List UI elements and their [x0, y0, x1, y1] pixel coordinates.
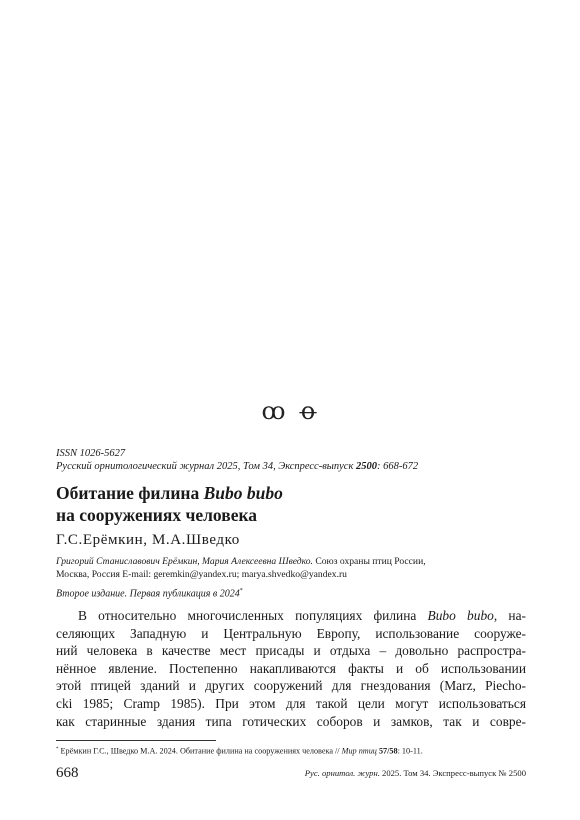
body-line: этой птицей зданий и других сооружений для гнездования (Marz, Piecho-	[56, 678, 526, 694]
species-latin-name: Bubo bubo	[203, 483, 283, 503]
running-footer: Рус. орнитол. журн. 2025. Том 34. Экспресс-выпуск № 2500	[304, 768, 526, 778]
footnote-mark: *	[239, 588, 243, 594]
journal-abbreviation: Рус. орнитол. журн.	[304, 768, 380, 778]
author-affiliation	[56, 556, 526, 581]
issue-number: 2500	[356, 461, 377, 472]
article-title	[56, 482, 283, 526]
body-line: В относительно многочисленных популяциях филина Bubo bubo, на-	[78, 608, 526, 623]
body-line: селяющих Западную и Центральную Европу, использование сооруже-	[56, 625, 526, 641]
author-full-names: Григорий Станиславович Ерёмкин, Мария Алексеевна Шведко.	[56, 556, 313, 567]
article-title-line-1: Обитание филина Bubo bubo	[56, 483, 283, 503]
body-line: как старинные здания типа готических соборов и замков, так и совре-	[56, 713, 526, 729]
contact-emails: Москва, Россия E-mail: geremkin@yandex.ru; marya.shvedko@yandex.ru	[56, 568, 347, 580]
body-line: cki 1985; Cramp 1985). При этом для такой цели могут использоваться	[56, 695, 526, 711]
fleuron-ornament	[0, 398, 580, 426]
page-number: 668	[56, 765, 79, 781]
footnote-divider	[56, 740, 216, 741]
page-range: : 668-672	[377, 461, 419, 472]
footnote-volume: 57/58	[376, 746, 398, 756]
organization: Союз охраны птиц России,	[312, 556, 426, 567]
article-title-line-2: на сооружениях человека	[56, 505, 258, 525]
edition-note: Второе издание. Первая публикация в 2024*	[56, 588, 243, 600]
body-line: ний человека в качестве мест присады и отдыха – довольно распростра-	[56, 643, 526, 659]
journal-citation-line	[56, 460, 418, 473]
body-line: нённое явление. Постепенно накапливаются факты и об использовании	[56, 660, 526, 676]
footnote-journal: Мир птиц	[341, 746, 377, 756]
article-body	[56, 607, 526, 730]
article-authors: Г.С.Ерёмкин, М.А.Шведко	[56, 532, 240, 548]
footnote-mark: *	[56, 747, 59, 752]
species-latin-name: Bubo bubo	[427, 608, 494, 623]
fleuron-ornament-icon: ꝏ	[261, 399, 288, 425]
footnote: * Ерёмкин Г.С., Шведко М.А. 2024. Обитание филина на сооружениях человека // Мир птиц 57/58: 10-11.	[56, 746, 423, 756]
issn-line: ISSN 1026-5627	[56, 448, 126, 459]
fleuron-ornament-icon: ꝋ	[299, 399, 319, 425]
journal-name: Русский орнитологический журнал 2025, Том 34, Экспресс-выпуск	[56, 461, 356, 472]
